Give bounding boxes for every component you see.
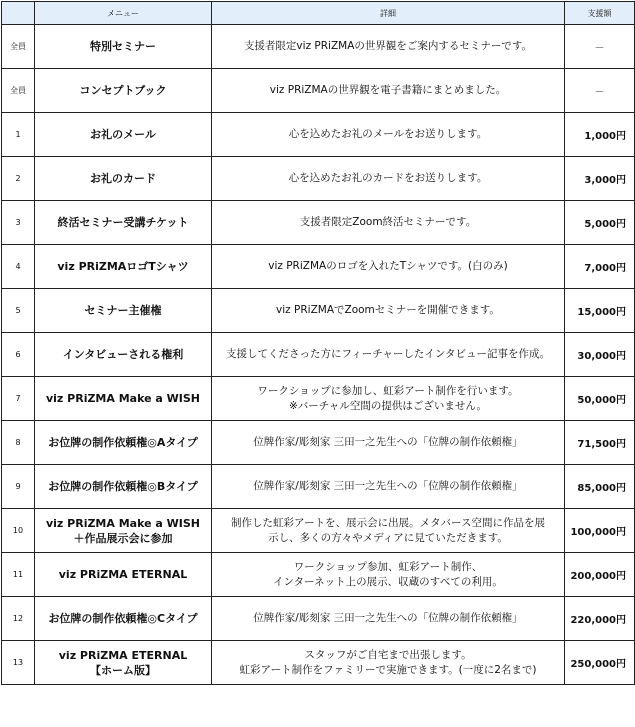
menu-name bbox=[35, 25, 212, 69]
menu-name bbox=[35, 289, 212, 333]
detail-line: 位牌作家/彫刻家 三田一之先生への「位牌の制作依頼権」 bbox=[253, 612, 523, 624]
table-row bbox=[2, 377, 635, 421]
detail-text bbox=[212, 641, 565, 685]
menu-name-line: viz PRiZMA ETERNAL bbox=[58, 648, 188, 662]
header-menu: メニュー bbox=[35, 2, 212, 25]
menu-name bbox=[35, 245, 212, 289]
detail-line: 位牌作家/彫刻家 三田一之先生への「位牌の制作依頼権」 bbox=[253, 480, 523, 492]
row-number: 11 bbox=[2, 553, 35, 597]
table-row bbox=[2, 553, 635, 597]
support-amount: 220,000円 bbox=[565, 597, 635, 641]
row-number: 9 bbox=[2, 465, 35, 509]
detail-text bbox=[212, 69, 565, 113]
detail-line: 示し、多くの方々やメディアに見ていただきます。 bbox=[268, 531, 508, 544]
detail-line: viz PRiZMAでZoomセミナーを開催できます。 bbox=[276, 304, 500, 316]
support-amount: 30,000円 bbox=[565, 333, 635, 377]
detail-text bbox=[212, 201, 565, 245]
menu-name bbox=[35, 333, 212, 377]
support-amount: 250,000円 bbox=[565, 641, 635, 685]
menu-name-line: お位牌の制作依頼権◎Cタイプ bbox=[48, 612, 198, 625]
table-row bbox=[2, 69, 635, 113]
detail-text bbox=[212, 465, 565, 509]
menu-name bbox=[35, 509, 212, 553]
menu-name bbox=[35, 465, 212, 509]
menu-name-line: お位牌の制作依頼権◎Bタイプ bbox=[48, 480, 198, 493]
header-row bbox=[2, 2, 635, 25]
detail-text bbox=[212, 289, 565, 333]
detail-text bbox=[212, 245, 565, 289]
menu-name-line: viz PRiZMAロゴTシャツ bbox=[57, 260, 189, 273]
row-number: 全員 bbox=[2, 69, 35, 113]
support-amount: － bbox=[565, 69, 635, 113]
menu-name-line: お礼のメール bbox=[90, 128, 156, 141]
detail-text bbox=[212, 509, 565, 553]
support-amount: － bbox=[565, 25, 635, 69]
header-num bbox=[2, 2, 35, 25]
menu-name-line: viz PRiZMA Make a WISH bbox=[45, 392, 201, 405]
menu-name bbox=[35, 157, 212, 201]
support-amount: 1,000円 bbox=[565, 113, 635, 157]
table-row bbox=[2, 465, 635, 509]
table-row bbox=[2, 157, 635, 201]
menu-name bbox=[35, 377, 212, 421]
menu-name-line: viz PRiZMA ETERNAL bbox=[58, 568, 188, 581]
menu-name-line: viz PRiZMA Make a WISH bbox=[45, 516, 201, 530]
row-number: 1 bbox=[2, 113, 35, 157]
support-amount: 100,000円 bbox=[565, 509, 635, 553]
menu-name-line: お礼のカード bbox=[90, 172, 156, 185]
detail-line: 虹彩アート制作をファミリーで実施できます。(一度に2名まで) bbox=[239, 663, 537, 676]
detail-text bbox=[212, 157, 565, 201]
header-detail: 詳細 bbox=[212, 2, 565, 25]
detail-line: 心を込めたお礼のカードをお送りします。 bbox=[288, 172, 488, 184]
detail-line: ワークショップに参加し、虹彩アート制作を行います。 bbox=[257, 384, 519, 397]
table-row bbox=[2, 333, 635, 377]
table-row bbox=[2, 25, 635, 69]
detail-line: 支援者限定Zoom終活セミナーです。 bbox=[299, 216, 477, 228]
table-row bbox=[2, 509, 635, 553]
row-number: 3 bbox=[2, 201, 35, 245]
menu-name-line: セミナー主催権 bbox=[84, 304, 162, 317]
header-amount: 支援額 bbox=[565, 2, 635, 25]
reward-table bbox=[1, 1, 635, 685]
support-amount: 5,000円 bbox=[565, 201, 635, 245]
menu-name bbox=[35, 421, 212, 465]
detail-line: 支援者限定viz PRiZMAの世界観をご案内するセミナーです。 bbox=[243, 40, 533, 52]
table-row bbox=[2, 245, 635, 289]
detail-line: 支援してくださった方にフィーチャーしたインタビュー記事を作成。 bbox=[226, 348, 550, 360]
row-number: 全員 bbox=[2, 25, 35, 69]
table-row bbox=[2, 201, 635, 245]
row-number: 6 bbox=[2, 333, 35, 377]
menu-name-line: インタビューされる権利 bbox=[62, 348, 184, 361]
menu-name bbox=[35, 69, 212, 113]
menu-name bbox=[35, 201, 212, 245]
menu-name-line: 終活セミナー受講チケット bbox=[57, 216, 189, 229]
row-number: 13 bbox=[2, 641, 35, 685]
support-amount: 85,000円 bbox=[565, 465, 635, 509]
detail-line: スタッフがご自宅まで出張します。 bbox=[304, 648, 472, 661]
detail-text bbox=[212, 597, 565, 641]
detail-text bbox=[212, 113, 565, 157]
table-row bbox=[2, 641, 635, 685]
row-number: 7 bbox=[2, 377, 35, 421]
detail-text bbox=[212, 553, 565, 597]
support-amount: 15,000円 bbox=[565, 289, 635, 333]
detail-line: viz PRiZMAのロゴを入れたTシャツです。(白のみ) bbox=[268, 260, 508, 272]
detail-line: 心を込めたお礼のメールをお送りします。 bbox=[288, 128, 488, 140]
row-number: 5 bbox=[2, 289, 35, 333]
menu-name-line: ＋作品展示会に参加 bbox=[73, 531, 173, 545]
menu-name-line: お位牌の制作依頼権◎Aタイプ bbox=[48, 436, 198, 449]
menu-name-line: コンセプトブック bbox=[79, 84, 167, 97]
row-number: 8 bbox=[2, 421, 35, 465]
detail-line: ワークショップ参加、虹彩アート制作、 bbox=[293, 560, 483, 573]
menu-name bbox=[35, 113, 212, 157]
detail-line: インターネット上の展示、収蔵のすべての利用。 bbox=[273, 575, 503, 588]
detail-line: viz PRiZMAの世界観を電子書籍にまとめました。 bbox=[269, 84, 507, 96]
detail-text bbox=[212, 333, 565, 377]
menu-name-line: 特別セミナー bbox=[90, 40, 156, 53]
table-row bbox=[2, 113, 635, 157]
menu-name bbox=[35, 641, 212, 685]
row-number: 4 bbox=[2, 245, 35, 289]
menu-name bbox=[35, 597, 212, 641]
table-row bbox=[2, 597, 635, 641]
menu-name-line: 【ホーム版】 bbox=[90, 663, 156, 677]
detail-line: ※バーチャル空間の提供はございません。 bbox=[288, 399, 488, 412]
menu-name bbox=[35, 553, 212, 597]
support-amount: 200,000円 bbox=[565, 553, 635, 597]
row-number: 12 bbox=[2, 597, 35, 641]
detail-text bbox=[212, 377, 565, 421]
detail-text bbox=[212, 25, 565, 69]
support-amount: 3,000円 bbox=[565, 157, 635, 201]
support-amount: 50,000円 bbox=[565, 377, 635, 421]
detail-line: 位牌作家/彫刻家 三田一之先生への「位牌の制作依頼権」 bbox=[253, 436, 523, 448]
support-amount: 71,500円 bbox=[565, 421, 635, 465]
table-row bbox=[2, 289, 635, 333]
detail-line: 制作した虹彩アートを、展示会に出展。メタバース空間に作品を展 bbox=[230, 516, 546, 529]
row-number: 10 bbox=[2, 509, 35, 553]
support-amount: 7,000円 bbox=[565, 245, 635, 289]
detail-text bbox=[212, 421, 565, 465]
row-number: 2 bbox=[2, 157, 35, 201]
table-row bbox=[2, 421, 635, 465]
